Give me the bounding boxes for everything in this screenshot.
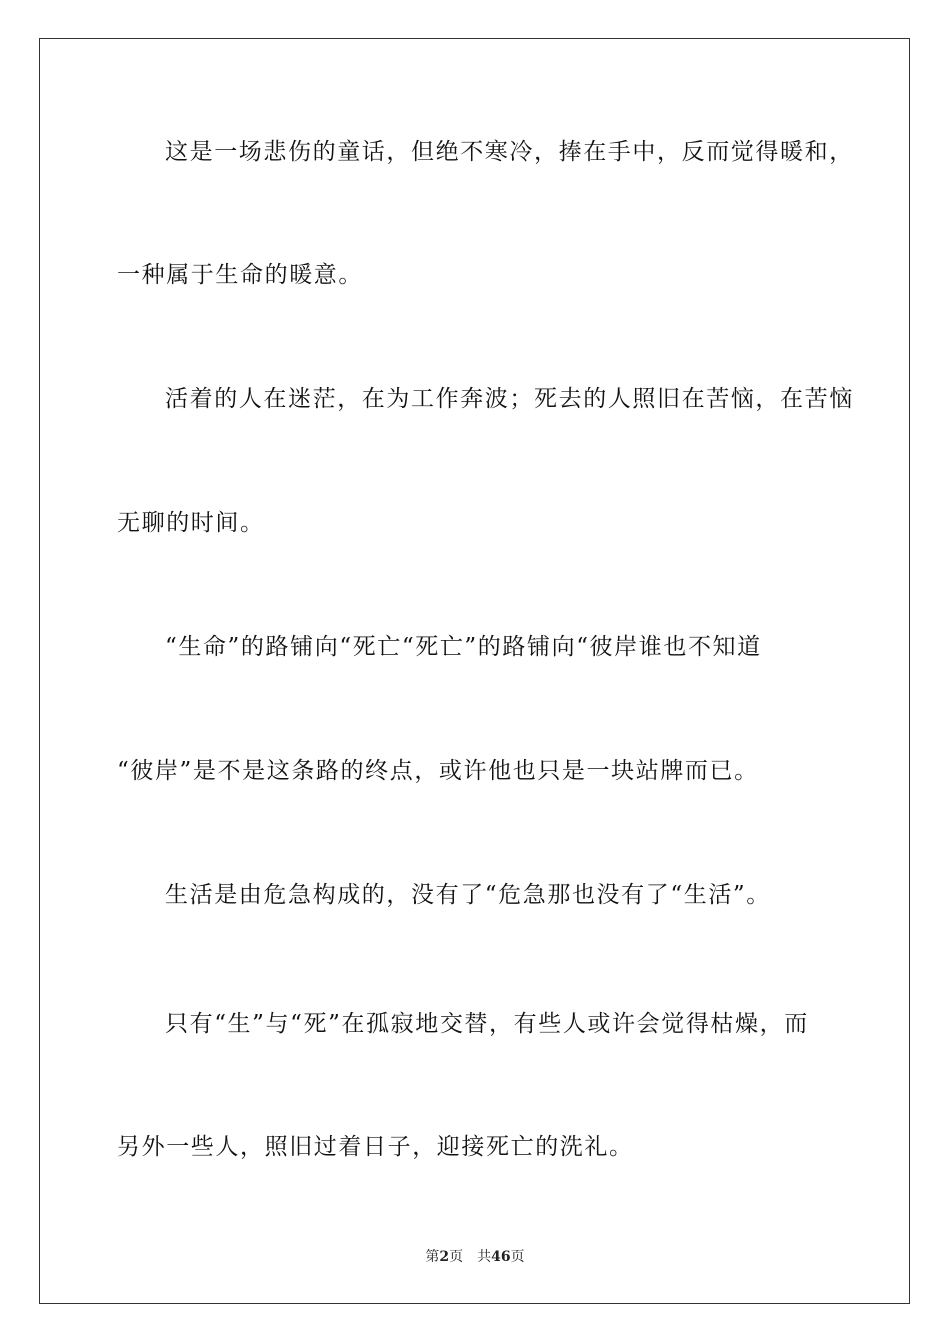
paragraph-1-line-1: 这是一场悲伤的童话，但绝不寒冷，捧在手中，反而觉得暖和， <box>165 139 854 165</box>
paragraph-5-line-1: 只有“生”与“死”在孤寂地交替，有些人或许会觉得枯燥，而 <box>165 1011 809 1037</box>
paragraph-3-line-1: “生命”的路铺向“死亡“死亡”的路铺向“彼岸谁也不知道 <box>165 634 762 660</box>
page-prefix: 第 <box>425 1249 440 1265</box>
paragraph-5-line-2: 另外一些人，照旧过着日子，迎接死亡的洗礼。 <box>117 1134 634 1160</box>
paragraph-4-line-1: 生活是由危急构成的，没有了“危急那也没有了“生活”。 <box>165 882 771 908</box>
page-footer <box>0 1248 950 1266</box>
paragraph-2-line-2: 无聊的时间。 <box>117 510 265 536</box>
page-number: 2 <box>439 1249 450 1265</box>
page-suffix: 页 <box>449 1249 464 1265</box>
paragraph-3-line-2: “彼岸”是不是这条路的终点，或许他也只是一块站牌而已。 <box>117 758 759 784</box>
total-prefix: 共 <box>477 1249 492 1265</box>
paragraph-2-line-1: 活着的人在迷茫，在为工作奔波；死去的人照旧在苦恼，在苦恼 <box>165 386 854 412</box>
paragraph-1-line-2: 一种属于生命的暖意。 <box>117 262 363 288</box>
total-suffix: 页 <box>510 1249 525 1265</box>
page-frame <box>39 38 910 1304</box>
total-pages: 46 <box>491 1249 511 1265</box>
